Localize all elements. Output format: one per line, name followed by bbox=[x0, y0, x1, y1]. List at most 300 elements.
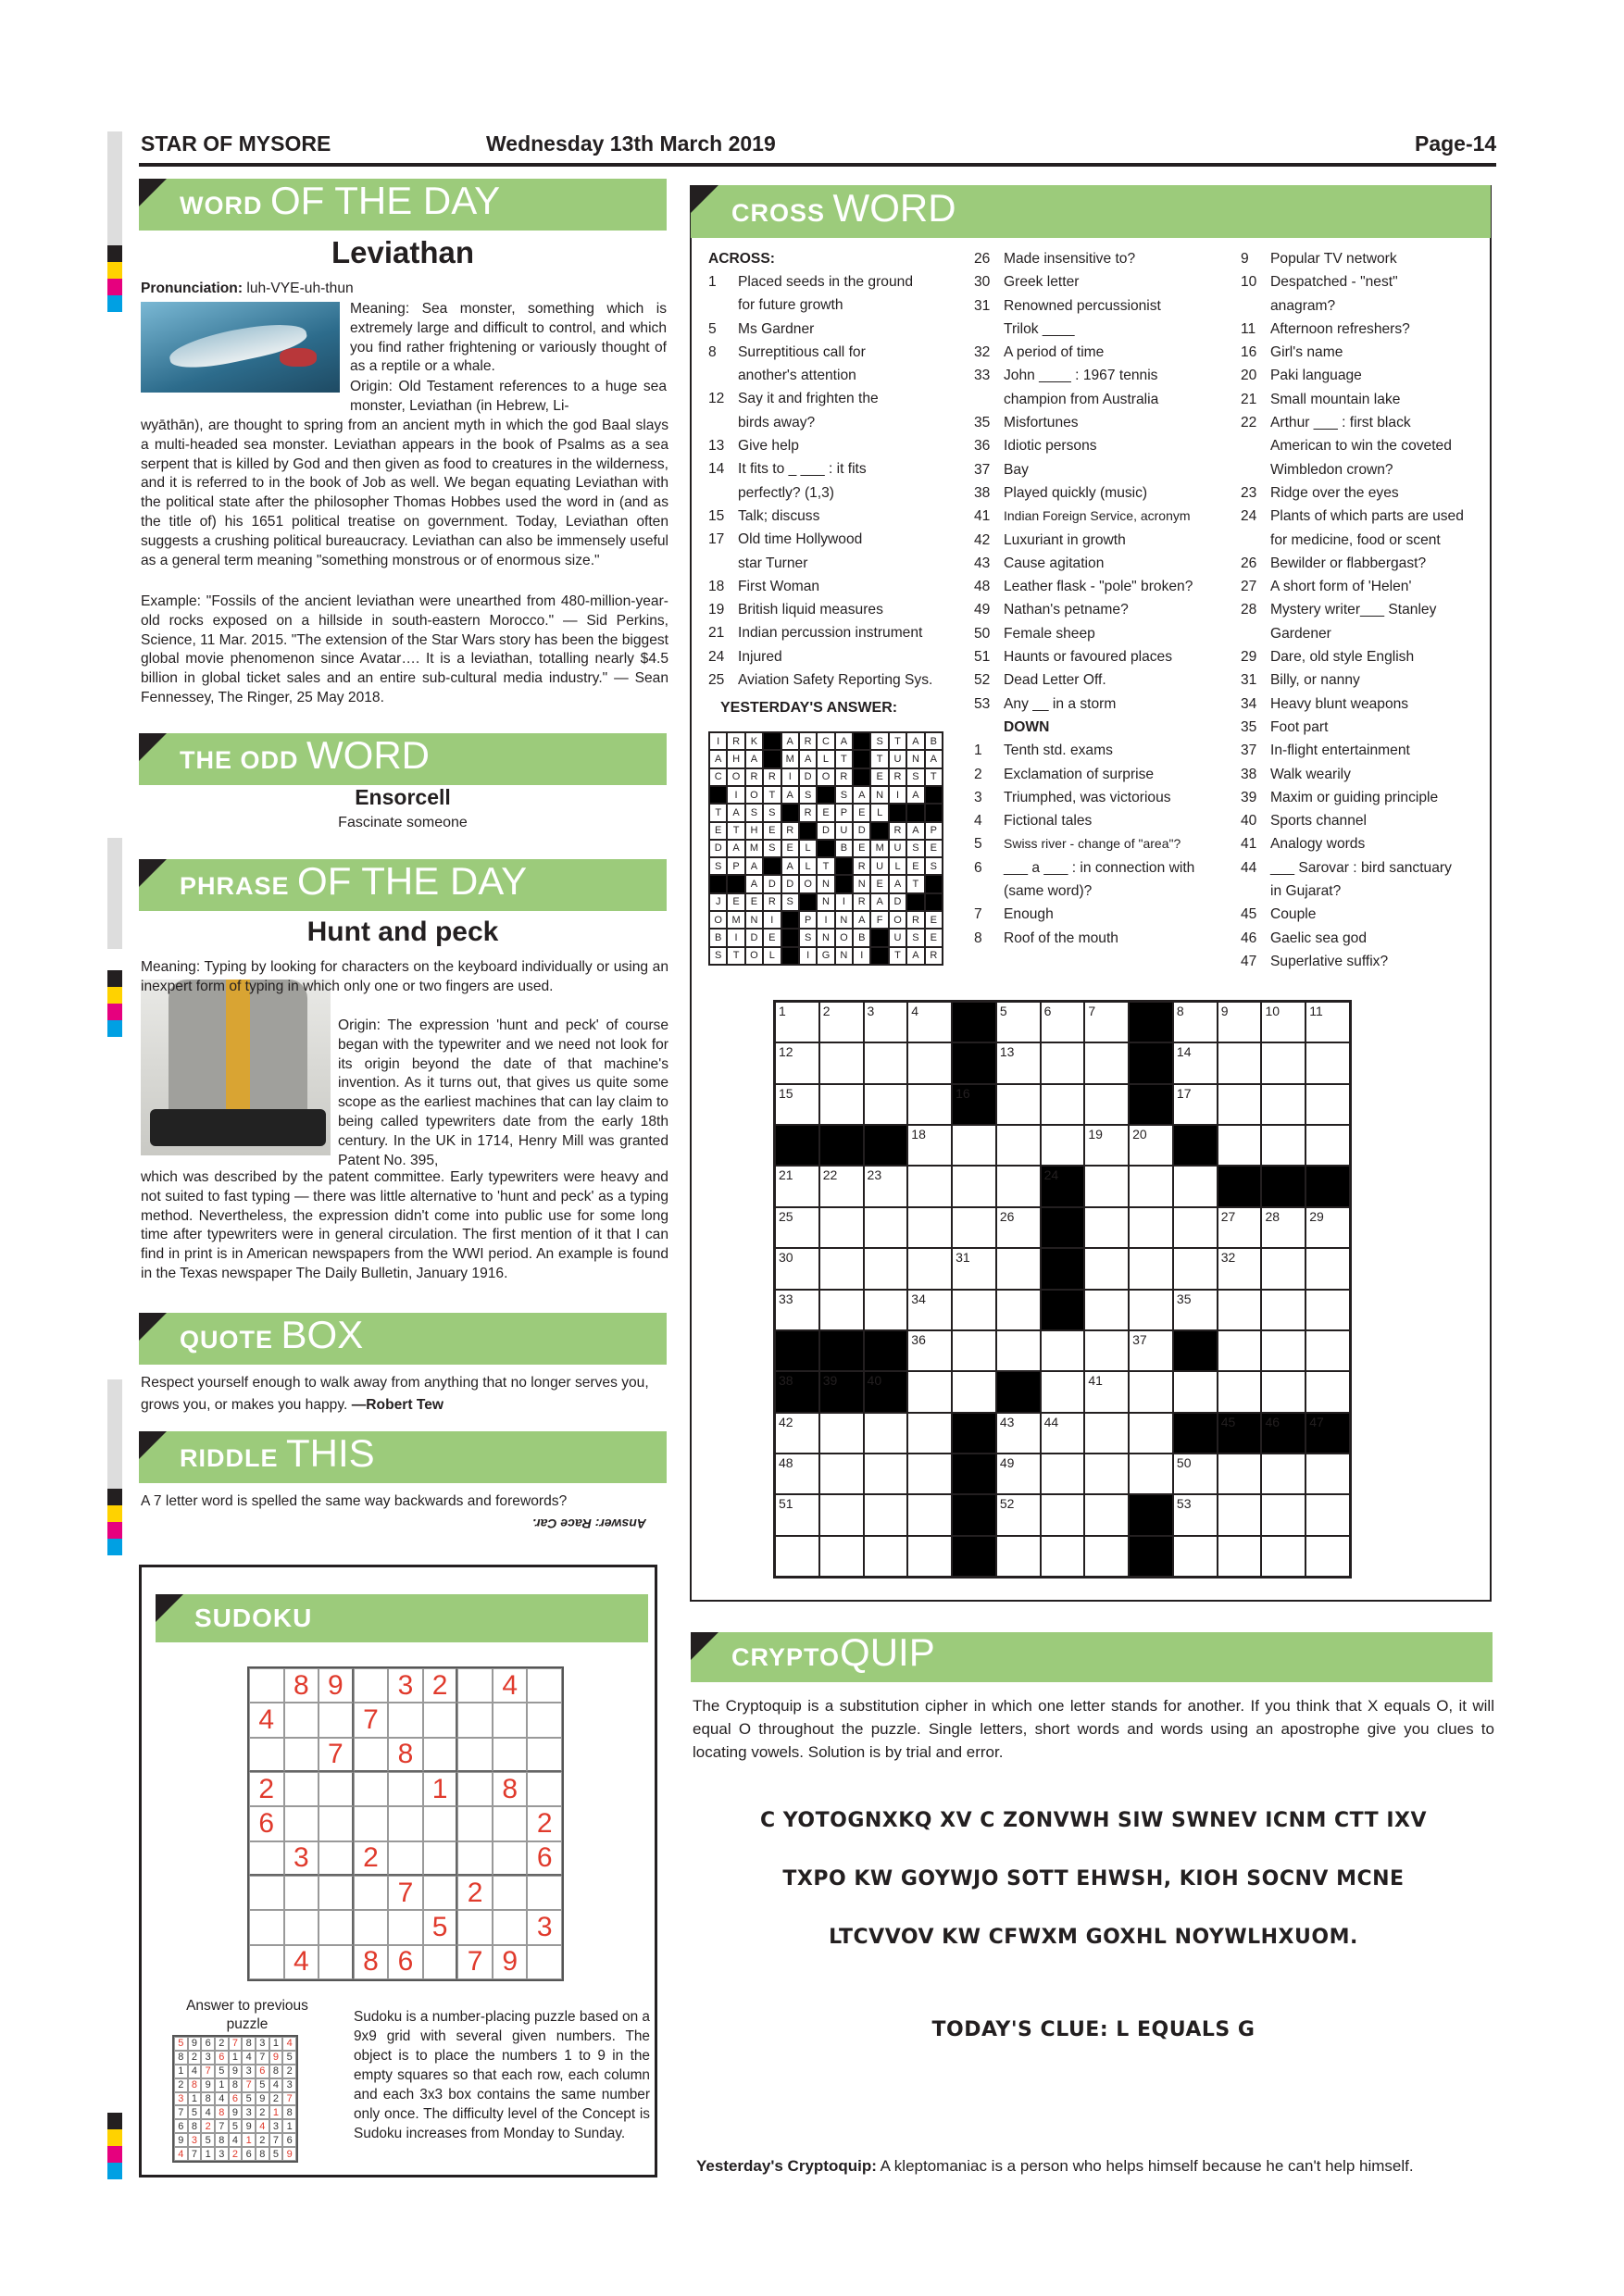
sudoku-cell[interactable]: 7 bbox=[319, 1738, 354, 1772]
crossword-cell bbox=[1129, 1002, 1173, 1042]
answer-cell: A bbox=[745, 750, 763, 767]
clue bbox=[1241, 341, 1486, 364]
crossword-cell[interactable] bbox=[1305, 1454, 1350, 1494]
crossword-cell[interactable] bbox=[907, 1371, 952, 1412]
crossword-cell[interactable] bbox=[907, 1207, 952, 1248]
sudoku-cell[interactable] bbox=[423, 1738, 458, 1772]
crossword-cell[interactable] bbox=[996, 1166, 1041, 1206]
sudoku-cell[interactable] bbox=[493, 1910, 528, 1944]
sudoku-cell[interactable] bbox=[354, 1772, 389, 1806]
color-bar-cmyk bbox=[107, 245, 122, 312]
sudoku-cell[interactable] bbox=[388, 1772, 423, 1806]
clue-number: 1 bbox=[708, 274, 717, 290]
crossword-cell[interactable] bbox=[1218, 1042, 1262, 1083]
crossword-cell[interactable] bbox=[996, 1042, 1041, 1083]
crossword-cell[interactable] bbox=[952, 1290, 996, 1330]
crossword-cell[interactable] bbox=[1173, 1494, 1218, 1535]
crossword-cell[interactable] bbox=[996, 1207, 1041, 1248]
sudoku-cell[interactable] bbox=[284, 1772, 319, 1806]
crossword-cell bbox=[952, 1002, 996, 1042]
sudoku-cell[interactable] bbox=[527, 1738, 562, 1772]
clue-text: Bay bbox=[1004, 461, 1029, 478]
sudoku-cell[interactable] bbox=[457, 1910, 493, 1944]
crossword-cell[interactable] bbox=[775, 1536, 819, 1577]
crossword-cell[interactable] bbox=[1084, 1454, 1129, 1494]
clue-number-label: 37 bbox=[1132, 1331, 1147, 1347]
crossword-cell[interactable] bbox=[775, 1002, 819, 1042]
sudoku-cell[interactable]: 6 bbox=[388, 1945, 423, 1979]
crossword-cell[interactable] bbox=[1173, 1166, 1218, 1206]
crossword-cell[interactable] bbox=[1041, 1371, 1085, 1412]
crossword-cell[interactable] bbox=[819, 1494, 864, 1535]
sudoku-cell[interactable]: 7 bbox=[354, 1703, 389, 1737]
crossword-cell[interactable] bbox=[864, 1166, 908, 1206]
sudoku-cell[interactable] bbox=[354, 1876, 389, 1910]
clue-text: Haunts or favoured places bbox=[1004, 649, 1173, 666]
yesterday-cryptoquip-text: A kleptomaniac is a person who helps himself because he can't help himself. bbox=[880, 2157, 1414, 2175]
crossword-cell[interactable] bbox=[775, 1248, 819, 1289]
crossword-cell[interactable] bbox=[1173, 1084, 1218, 1125]
crossword-cell[interactable] bbox=[1084, 1207, 1129, 1248]
answer-cell: R bbox=[835, 768, 853, 786]
crossword-cell[interactable] bbox=[996, 1330, 1041, 1371]
clue-number: 17 bbox=[708, 531, 725, 548]
crossword-cell[interactable] bbox=[907, 1084, 952, 1125]
crossword-cell[interactable] bbox=[1129, 1413, 1173, 1454]
crossword-cell[interactable] bbox=[1084, 1166, 1129, 1206]
crossword-cell[interactable] bbox=[996, 1002, 1041, 1042]
crossword-cell[interactable] bbox=[819, 1166, 864, 1206]
crossword-cell[interactable] bbox=[952, 1371, 996, 1412]
sudoku-prev-cell: 2 bbox=[256, 2133, 269, 2147]
crossword-cell[interactable] bbox=[775, 1413, 819, 1454]
crossword-cell bbox=[952, 1536, 996, 1577]
sudoku-cell[interactable] bbox=[354, 1738, 389, 1772]
crossword-cell bbox=[1173, 1330, 1218, 1371]
sudoku-cell[interactable] bbox=[284, 1806, 319, 1841]
crossword-cell[interactable] bbox=[1129, 1330, 1173, 1371]
clue-number bbox=[974, 388, 1004, 411]
sudoku-cell[interactable] bbox=[423, 1806, 458, 1841]
sudoku-cell[interactable] bbox=[423, 1841, 458, 1876]
crossword-cell[interactable] bbox=[996, 1494, 1041, 1535]
crossword-cell[interactable] bbox=[864, 1042, 908, 1083]
crossword-cell[interactable] bbox=[1261, 1207, 1305, 1248]
clue-number bbox=[1241, 880, 1270, 903]
quote-text bbox=[141, 1372, 668, 1416]
crossword-cell[interactable] bbox=[1173, 1248, 1218, 1289]
sudoku-cell[interactable] bbox=[457, 1738, 493, 1772]
crossword-cell[interactable] bbox=[775, 1207, 819, 1248]
crossword-cell[interactable] bbox=[1218, 1536, 1262, 1577]
sudoku-cell[interactable] bbox=[388, 1841, 423, 1876]
crossword-cell[interactable] bbox=[996, 1248, 1041, 1289]
crossword-cell[interactable] bbox=[907, 1454, 952, 1494]
answer-cell: D bbox=[745, 929, 763, 946]
crossword-cell[interactable] bbox=[819, 1413, 864, 1454]
band-label-big: BOX bbox=[281, 1313, 364, 1356]
sudoku-cell[interactable]: 1 bbox=[423, 1772, 458, 1806]
sudoku-cell[interactable] bbox=[319, 1910, 354, 1944]
crossword-cell[interactable] bbox=[1261, 1454, 1305, 1494]
crossword-cell[interactable] bbox=[1305, 1125, 1350, 1166]
sudoku-cell[interactable]: 7 bbox=[457, 1945, 493, 1979]
crossword-cell[interactable] bbox=[907, 1042, 952, 1083]
sudoku-prev-cell: 7 bbox=[242, 2078, 256, 2092]
crossword-cell[interactable] bbox=[1305, 1207, 1350, 1248]
answer-cell: T bbox=[835, 750, 853, 767]
clue bbox=[974, 693, 1238, 716]
crossword-cell[interactable] bbox=[1305, 1042, 1350, 1083]
crossword-cell[interactable] bbox=[1173, 1042, 1218, 1083]
clue-number-label: 48 bbox=[779, 1454, 793, 1470]
crossword-cell[interactable] bbox=[775, 1042, 819, 1083]
sudoku-cell[interactable] bbox=[354, 1668, 389, 1703]
crossword-cell[interactable] bbox=[907, 1125, 952, 1166]
sudoku-cell[interactable]: 4 bbox=[284, 1945, 319, 1979]
crossword-cell[interactable] bbox=[907, 1330, 952, 1371]
clue bbox=[1241, 809, 1486, 832]
clue-number-label: 42 bbox=[779, 1414, 793, 1429]
crossword-cell[interactable] bbox=[1173, 1454, 1218, 1494]
answer-cell: I bbox=[889, 786, 906, 804]
crossword-cell[interactable] bbox=[1084, 1330, 1129, 1371]
crossword-cell[interactable] bbox=[1084, 1371, 1129, 1412]
crossword-cell[interactable] bbox=[864, 1494, 908, 1535]
sudoku-cell[interactable] bbox=[319, 1841, 354, 1876]
sudoku-cell[interactable]: 9 bbox=[319, 1668, 354, 1703]
crossword-cell[interactable] bbox=[1041, 1454, 1085, 1494]
crossword-cell[interactable] bbox=[1261, 1084, 1305, 1125]
crossword-cell[interactable] bbox=[1261, 1248, 1305, 1289]
crossword-cell[interactable] bbox=[1218, 1002, 1262, 1042]
sudoku-prev-cell: 7 bbox=[256, 2051, 269, 2065]
crossword-cell[interactable] bbox=[1261, 1002, 1305, 1042]
crossword-cell[interactable] bbox=[1218, 1207, 1262, 1248]
sudoku-cell[interactable] bbox=[249, 1945, 284, 1979]
crossword-cell[interactable] bbox=[1218, 1248, 1262, 1289]
clue-text: Tenth std. exams bbox=[1004, 742, 1113, 759]
sudoku-cell[interactable] bbox=[493, 1738, 528, 1772]
clue-number: 28 bbox=[1241, 602, 1257, 618]
sudoku-cell[interactable] bbox=[284, 1738, 319, 1772]
sudoku-cell[interactable] bbox=[319, 1806, 354, 1841]
sudoku-prev-cell: 8 bbox=[174, 2051, 188, 2065]
sudoku-cell[interactable]: 8 bbox=[388, 1738, 423, 1772]
sudoku-cell[interactable] bbox=[527, 1945, 562, 1979]
sudoku-cell[interactable]: 8 bbox=[284, 1668, 319, 1703]
clue-number bbox=[974, 716, 1004, 739]
sudoku-prev-cell: 3 bbox=[174, 2092, 188, 2106]
answer-cell bbox=[835, 875, 853, 892]
sudoku-cell[interactable] bbox=[249, 1668, 284, 1703]
sudoku-cell[interactable] bbox=[319, 1703, 354, 1737]
crossword-cell[interactable] bbox=[1173, 1002, 1218, 1042]
answer-cell: A bbox=[906, 822, 924, 840]
crossword-cell[interactable] bbox=[775, 1494, 819, 1535]
crossword-cell[interactable] bbox=[1305, 1371, 1350, 1412]
crossword-cell[interactable] bbox=[1261, 1330, 1305, 1371]
crossword-cell[interactable] bbox=[1084, 1290, 1129, 1330]
crossword-cell[interactable] bbox=[1261, 1125, 1305, 1166]
clue-number-label: 44 bbox=[1043, 1414, 1059, 1429]
crossword-cell[interactable] bbox=[819, 1290, 864, 1330]
crossword-cell[interactable] bbox=[1084, 1002, 1129, 1042]
sudoku-cell[interactable]: 2 bbox=[249, 1772, 284, 1806]
crossword-cell[interactable] bbox=[907, 1248, 952, 1289]
sudoku-cell[interactable] bbox=[527, 1668, 562, 1703]
crossword-cell[interactable] bbox=[907, 1536, 952, 1577]
crossword-cell[interactable] bbox=[996, 1454, 1041, 1494]
clue-text: American to win the coveted bbox=[1270, 438, 1452, 455]
sudoku-cell[interactable]: 4 bbox=[493, 1668, 528, 1703]
sudoku-cell[interactable] bbox=[354, 1806, 389, 1841]
sudoku-cell[interactable] bbox=[284, 1910, 319, 1944]
crossword-cell[interactable] bbox=[819, 1536, 864, 1577]
sudoku-cell[interactable] bbox=[388, 1703, 423, 1737]
sudoku-cell[interactable]: 8 bbox=[354, 1945, 389, 1979]
crossword-cell[interactable] bbox=[1084, 1042, 1129, 1083]
sudoku-prev-cell: 8 bbox=[269, 2065, 283, 2078]
sudoku-cell[interactable] bbox=[527, 1772, 562, 1806]
crossword-cell[interactable] bbox=[996, 1413, 1041, 1454]
crossword-cell[interactable] bbox=[864, 1084, 908, 1125]
crossword-cell[interactable] bbox=[907, 1002, 952, 1042]
sudoku-prev-cell: 5 bbox=[215, 2065, 229, 2078]
sudoku-cell[interactable]: 6 bbox=[527, 1841, 562, 1876]
sudoku-cell[interactable] bbox=[457, 1806, 493, 1841]
sudoku-cell[interactable]: 3 bbox=[284, 1841, 319, 1876]
sudoku-cell[interactable]: 6 bbox=[249, 1806, 284, 1841]
crossword-cell[interactable] bbox=[1305, 1494, 1350, 1535]
crossword-cell[interactable] bbox=[1084, 1125, 1129, 1166]
sudoku-cell[interactable] bbox=[493, 1703, 528, 1737]
crossword-cell[interactable] bbox=[996, 1084, 1041, 1125]
crossword-cell[interactable] bbox=[864, 1536, 908, 1577]
sudoku-cell[interactable] bbox=[249, 1876, 284, 1910]
answer-cell bbox=[870, 947, 888, 965]
crossword-cell[interactable] bbox=[1084, 1536, 1129, 1577]
crossword-cell[interactable] bbox=[996, 1290, 1041, 1330]
crossword-cell[interactable] bbox=[1084, 1084, 1129, 1125]
crossword-cell[interactable] bbox=[1129, 1371, 1173, 1412]
crossword-cell[interactable] bbox=[1173, 1290, 1218, 1330]
crossword-cell[interactable] bbox=[996, 1536, 1041, 1577]
crossword-cell[interactable] bbox=[775, 1290, 819, 1330]
crossword-cell[interactable] bbox=[952, 1248, 996, 1289]
crossword-cell bbox=[1041, 1290, 1085, 1330]
clue bbox=[1241, 481, 1486, 505]
crossword-cell[interactable] bbox=[1173, 1371, 1218, 1412]
sudoku-cell[interactable] bbox=[284, 1876, 319, 1910]
sudoku-cell[interactable] bbox=[527, 1876, 562, 1910]
sudoku-cell[interactable]: 7 bbox=[388, 1876, 423, 1910]
sudoku-cell[interactable]: 9 bbox=[493, 1945, 528, 1979]
crossword-cell[interactable] bbox=[1305, 1002, 1350, 1042]
crossword-cell bbox=[1173, 1413, 1218, 1454]
clue-number-label: 53 bbox=[1176, 1496, 1192, 1512]
crossword-cell[interactable] bbox=[907, 1413, 952, 1454]
crossword-cell[interactable] bbox=[1218, 1125, 1262, 1166]
crossword-cell[interactable] bbox=[1041, 1536, 1085, 1577]
crossword-cell[interactable] bbox=[819, 1454, 864, 1494]
sudoku-cell[interactable] bbox=[284, 1703, 319, 1737]
answer-cell: E bbox=[925, 840, 943, 857]
sudoku-cell[interactable]: 3 bbox=[527, 1910, 562, 1944]
crossword-cell[interactable] bbox=[996, 1125, 1041, 1166]
sudoku-cell[interactable] bbox=[388, 1910, 423, 1944]
crossword-cell[interactable] bbox=[1129, 1290, 1173, 1330]
crossword-cell[interactable] bbox=[1041, 1413, 1085, 1454]
answer-cell bbox=[709, 786, 727, 804]
crossword-cell[interactable] bbox=[819, 1248, 864, 1289]
clue-number-label: 23 bbox=[867, 1167, 882, 1183]
clue bbox=[1241, 388, 1486, 411]
sudoku-cell[interactable] bbox=[423, 1876, 458, 1910]
sudoku-cell[interactable] bbox=[388, 1806, 423, 1841]
sudoku-cell[interactable] bbox=[319, 1772, 354, 1806]
crossword-cell[interactable] bbox=[952, 1207, 996, 1248]
sudoku-cell[interactable] bbox=[457, 1668, 493, 1703]
crossword-cell[interactable] bbox=[1041, 1125, 1085, 1166]
crossword-cell[interactable] bbox=[952, 1125, 996, 1166]
crossword-cell[interactable] bbox=[819, 1084, 864, 1125]
crossword-cell[interactable] bbox=[1084, 1413, 1129, 1454]
clue bbox=[974, 763, 1238, 786]
sudoku-cell[interactable] bbox=[493, 1876, 528, 1910]
crossword-cell[interactable] bbox=[1218, 1290, 1262, 1330]
sudoku-cell[interactable] bbox=[249, 1910, 284, 1944]
crossword-cell[interactable] bbox=[864, 1290, 908, 1330]
crossword-cell[interactable] bbox=[952, 1166, 996, 1206]
clue bbox=[1241, 529, 1486, 552]
sudoku-cell[interactable] bbox=[493, 1806, 528, 1841]
clue-number-label: 15 bbox=[779, 1085, 793, 1101]
crossword-cell[interactable] bbox=[952, 1330, 996, 1371]
crossword-cell[interactable] bbox=[1041, 1002, 1085, 1042]
crossword-cell[interactable] bbox=[1041, 1084, 1085, 1125]
clue-number-label: 43 bbox=[999, 1414, 1015, 1429]
sudoku-cell[interactable] bbox=[249, 1738, 284, 1772]
clue-text: Mystery writer___ Stanley bbox=[1270, 602, 1437, 618]
crossword-cell[interactable] bbox=[1041, 1042, 1085, 1083]
crossword-cell[interactable] bbox=[1129, 1207, 1173, 1248]
crossword-cell[interactable] bbox=[1041, 1330, 1085, 1371]
crossword-cell[interactable] bbox=[1305, 1248, 1350, 1289]
sudoku-prev-cell: 4 bbox=[174, 2147, 188, 2161]
sudoku-cell[interactable] bbox=[423, 1945, 458, 1979]
crossword-cell[interactable] bbox=[1261, 1290, 1305, 1330]
crossword-cell[interactable] bbox=[819, 1042, 864, 1083]
crossword-cell[interactable] bbox=[1305, 1330, 1350, 1371]
clue-number: 31 bbox=[974, 297, 991, 314]
crossword-cell[interactable] bbox=[864, 1454, 908, 1494]
crossword-cell[interactable] bbox=[775, 1084, 819, 1125]
sudoku-cell[interactable] bbox=[457, 1841, 493, 1876]
answer-cell: R bbox=[763, 893, 781, 911]
crossword-cell[interactable] bbox=[1305, 1536, 1350, 1577]
crossword-cell[interactable] bbox=[907, 1166, 952, 1206]
crossword-cell[interactable] bbox=[1261, 1042, 1305, 1083]
crossword-cell[interactable] bbox=[864, 1207, 908, 1248]
clue bbox=[1241, 458, 1486, 481]
answer-cell bbox=[925, 875, 943, 892]
crossword-cell[interactable] bbox=[1173, 1536, 1218, 1577]
sudoku-cell[interactable]: 4 bbox=[249, 1703, 284, 1737]
sudoku-cell[interactable] bbox=[319, 1876, 354, 1910]
crossword-cell[interactable] bbox=[819, 1207, 864, 1248]
crossword-cell[interactable] bbox=[1129, 1248, 1173, 1289]
crossword-cell[interactable] bbox=[864, 1248, 908, 1289]
clue-text: Dare, old style English bbox=[1270, 649, 1415, 666]
crossword-cell[interactable] bbox=[1261, 1494, 1305, 1535]
sudoku-cell[interactable] bbox=[493, 1841, 528, 1876]
crossword-cell bbox=[1129, 1042, 1173, 1083]
clue-text: ___ a ___ : in connection with bbox=[1004, 859, 1195, 876]
sudoku-cell[interactable]: 2 bbox=[457, 1876, 493, 1910]
clue-number: 41 bbox=[974, 508, 991, 525]
crossword-cell[interactable] bbox=[1305, 1084, 1350, 1125]
crossword-cell[interactable] bbox=[775, 1454, 819, 1494]
sudoku-cell[interactable]: 2 bbox=[423, 1668, 458, 1703]
sudoku-cell[interactable] bbox=[249, 1841, 284, 1876]
crossword-cell[interactable] bbox=[864, 1413, 908, 1454]
crossword-cell[interactable] bbox=[1218, 1454, 1262, 1494]
sudoku-cell[interactable] bbox=[354, 1910, 389, 1944]
crossword-cell[interactable] bbox=[1218, 1494, 1262, 1535]
sudoku-cell[interactable]: 2 bbox=[527, 1806, 562, 1841]
sudoku-prev-cell: 5 bbox=[174, 2037, 188, 2051]
sudoku-cell[interactable]: 2 bbox=[354, 1841, 389, 1876]
crossword-cell[interactable] bbox=[907, 1494, 952, 1535]
crossword-cell[interactable] bbox=[1218, 1371, 1262, 1412]
crossword-cell[interactable] bbox=[1129, 1125, 1173, 1166]
crossword-cell[interactable] bbox=[1261, 1371, 1305, 1412]
clue-text: Ridge over the eyes bbox=[1270, 484, 1399, 501]
sudoku-cell[interactable]: 5 bbox=[423, 1910, 458, 1944]
crossword-cell[interactable] bbox=[1129, 1454, 1173, 1494]
sudoku-cell[interactable] bbox=[457, 1772, 493, 1806]
sudoku-cell[interactable] bbox=[423, 1703, 458, 1737]
sudoku-cell[interactable] bbox=[457, 1703, 493, 1737]
sudoku-cell[interactable] bbox=[527, 1703, 562, 1737]
crossword-cell bbox=[952, 1494, 996, 1535]
crossword-cell[interactable] bbox=[1084, 1494, 1129, 1535]
answer-cell: O bbox=[817, 768, 834, 786]
clue-number: 41 bbox=[1241, 836, 1257, 853]
crossword-cell[interactable] bbox=[819, 1002, 864, 1042]
crossword-cell[interactable] bbox=[1261, 1536, 1305, 1577]
sudoku-cell[interactable]: 3 bbox=[388, 1668, 423, 1703]
crossword-cell[interactable] bbox=[907, 1290, 952, 1330]
crossword-cell[interactable] bbox=[1305, 1290, 1350, 1330]
clue-number: 38 bbox=[1241, 766, 1257, 782]
crossword-cell[interactable] bbox=[1129, 1166, 1173, 1206]
crossword-cell[interactable] bbox=[1218, 1330, 1262, 1371]
sudoku-cell[interactable]: 8 bbox=[493, 1772, 528, 1806]
crossword-cell[interactable] bbox=[1218, 1084, 1262, 1125]
crossword-cell[interactable] bbox=[864, 1002, 908, 1042]
crossword-cell[interactable] bbox=[775, 1166, 819, 1206]
sudoku-cell[interactable] bbox=[319, 1945, 354, 1979]
clue-text: champion from Australia bbox=[1004, 391, 1159, 407]
crossword-cell[interactable] bbox=[1041, 1494, 1085, 1535]
answer-cell bbox=[817, 840, 834, 857]
crossword-cell[interactable] bbox=[1173, 1207, 1218, 1248]
crossword-cell[interactable] bbox=[1084, 1248, 1129, 1289]
clue bbox=[708, 598, 958, 621]
clue bbox=[1241, 950, 1486, 973]
